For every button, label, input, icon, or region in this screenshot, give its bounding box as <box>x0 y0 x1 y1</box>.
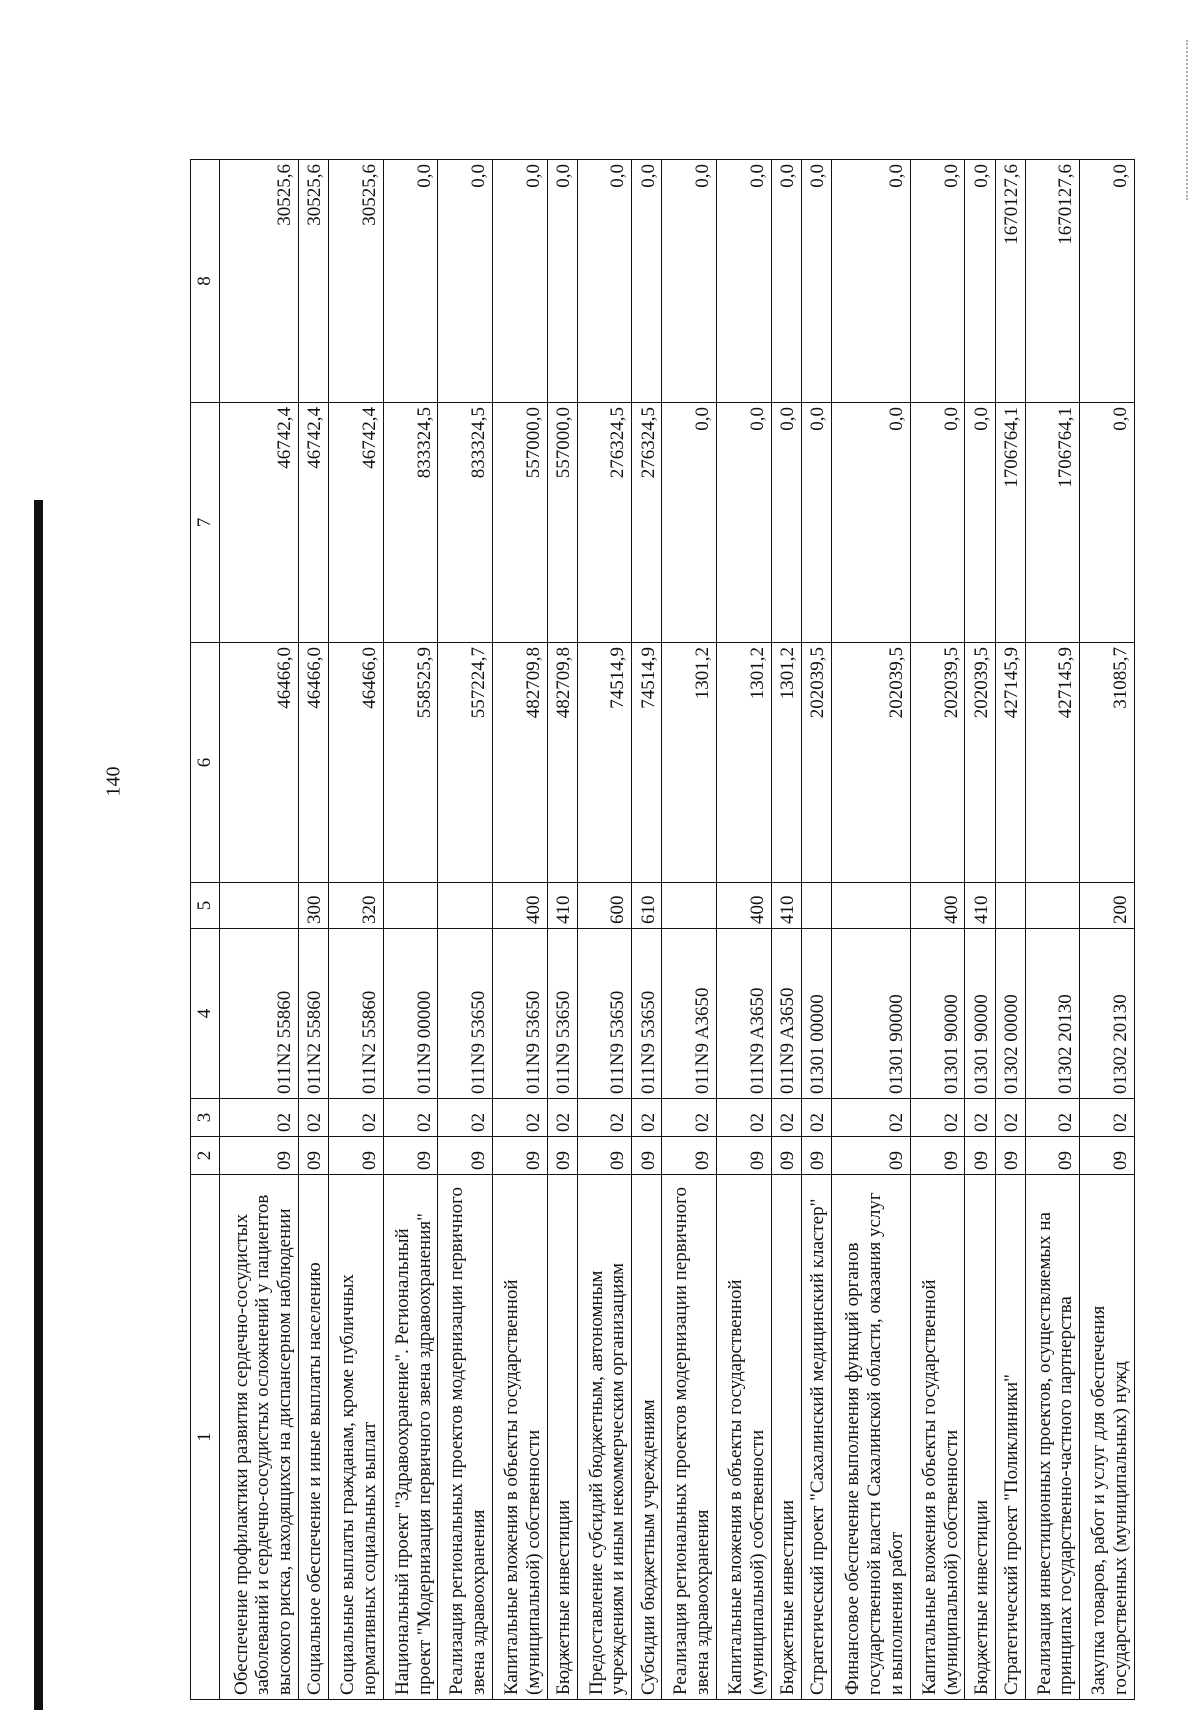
table-cell-c4: 01302 00000 <box>995 929 1025 1099</box>
table-cell-c8: 30525,6 <box>329 160 384 403</box>
table-cell-c2: 09 <box>771 1137 801 1175</box>
table-cell-c5 <box>1025 883 1080 929</box>
table-cell-c6: 1301,2 <box>716 643 771 883</box>
table-cell-c4: 011N2 55860 <box>329 929 384 1099</box>
table-cell-c2: 09 <box>547 1137 577 1175</box>
table-cell-c6: 557224,7 <box>438 643 493 883</box>
col-header: 2 <box>191 1137 220 1175</box>
table-cell-name: Реализация инвестиционных проектов, осуществляемых на принципах государственно-частного партнерства <box>1025 1175 1080 1700</box>
table-cell-c2: 09 <box>492 1137 547 1175</box>
table-cell-c2: 09 <box>632 1137 662 1175</box>
table-cell-c5 <box>383 883 438 929</box>
table-cell-name: Субсидии бюджетным учреждениям <box>632 1175 662 1700</box>
col-header: 3 <box>191 1099 220 1137</box>
table-cell-c2: 09 <box>910 1137 965 1175</box>
table-cell-c7: 46742,4 <box>299 403 329 643</box>
table-cell-c6: 202039,5 <box>801 643 831 883</box>
table-cell-c5 <box>831 883 910 929</box>
table-cell-c8: 1670127,6 <box>1025 160 1080 403</box>
table-cell-c8: 0,0 <box>383 160 438 403</box>
table-cell-c7: 276324,5 <box>632 403 662 643</box>
table-cell-name: Национальный проект "Здравоохранение". Региональный проект "Модернизация первичного звена здравоохранения" <box>383 1175 438 1700</box>
scan-margin-bar <box>34 500 43 1710</box>
col-header: 4 <box>191 929 220 1099</box>
table-cell-c4: 01301 90000 <box>965 929 995 1099</box>
table-cell-name: Закупка товаров, работ и услуг для обеспечения государственных (муниципальных) нужд <box>1080 1175 1135 1700</box>
table-cell-c3: 02 <box>662 1099 717 1137</box>
table-cell-c4: 011N2 55860 <box>220 929 299 1099</box>
table-cell-c2: 09 <box>716 1137 771 1175</box>
table-cell-c3: 02 <box>1080 1099 1135 1137</box>
col-header: 7 <box>191 403 220 643</box>
table-cell-c3: 02 <box>383 1099 438 1137</box>
table-cell-c5 <box>801 883 831 929</box>
table-cell-c8: 0,0 <box>831 160 910 403</box>
table-cell-c4: 01301 90000 <box>910 929 965 1099</box>
table-cell-c8: 0,0 <box>801 160 831 403</box>
table-cell-c7: 833324,5 <box>383 403 438 643</box>
table-row <box>577 160 632 1700</box>
col-header: 1 <box>191 1175 220 1700</box>
table-cell-c4: 011N2 55860 <box>299 929 329 1099</box>
table-cell-c6: 558525,9 <box>383 643 438 883</box>
table-cell-c5: 400 <box>492 883 547 929</box>
table-cell-c6: 1301,2 <box>662 643 717 883</box>
table-cell-c4: 01301 90000 <box>831 929 910 1099</box>
table-cell-c7: 0,0 <box>831 403 910 643</box>
table-row <box>632 160 662 1700</box>
table-cell-c6: 482709,8 <box>492 643 547 883</box>
table-cell-c8: 0,0 <box>1080 160 1135 403</box>
table-cell-c8: 30525,6 <box>299 160 329 403</box>
table-cell-c4: 01301 00000 <box>801 929 831 1099</box>
table-cell-c8: 0,0 <box>492 160 547 403</box>
table-row <box>438 160 493 1700</box>
table-row <box>492 160 547 1700</box>
table-cell-c2: 09 <box>577 1137 632 1175</box>
table-cell-c5: 410 <box>771 883 801 929</box>
table-cell-name: Бюджетные инвестиции <box>547 1175 577 1700</box>
table-row <box>1025 160 1080 1700</box>
header-row <box>191 160 220 1700</box>
table-cell-c5: 400 <box>910 883 965 929</box>
table-cell-c3: 02 <box>995 1099 1025 1137</box>
scan-artifact <box>1186 40 1192 200</box>
table-cell-c3: 02 <box>801 1099 831 1137</box>
table-cell-c3: 02 <box>220 1099 299 1137</box>
table-cell-c5: 320 <box>329 883 384 929</box>
table-cell-c3: 02 <box>831 1099 910 1137</box>
table-cell-c3: 02 <box>329 1099 384 1137</box>
table-cell-name: Бюджетные инвестиции <box>771 1175 801 1700</box>
table-cell-c2: 09 <box>831 1137 910 1175</box>
table-cell-c4: 011N9 53650 <box>577 929 632 1099</box>
table-cell-c7: 0,0 <box>910 403 965 643</box>
table-cell-c8: 0,0 <box>547 160 577 403</box>
table-cell-c6: 482709,8 <box>547 643 577 883</box>
budget-table <box>190 159 1135 1700</box>
table-cell-c8: 0,0 <box>716 160 771 403</box>
table-cell-c8: 0,0 <box>910 160 965 403</box>
table-cell-c7: 0,0 <box>965 403 995 643</box>
table-cell-c2: 09 <box>299 1137 329 1175</box>
table-cell-c4: 011N9 53650 <box>492 929 547 1099</box>
page-number: 140 <box>102 766 125 797</box>
table-cell-c6: 46466,0 <box>299 643 329 883</box>
table-cell-c4: 01302 20130 <box>1080 929 1135 1099</box>
table-cell-name: Капитальные вложения в объекты государственной (муниципальной) собственности <box>716 1175 771 1700</box>
table-cell-c7: 833324,5 <box>438 403 493 643</box>
table-cell-c4: 011N9 53650 <box>438 929 493 1099</box>
table-cell-c3: 02 <box>1025 1099 1080 1137</box>
table-cell-c4: 01302 20130 <box>1025 929 1080 1099</box>
table-cell-c7: 46742,4 <box>220 403 299 643</box>
table-cell-c3: 02 <box>577 1099 632 1137</box>
table-cell-c7: 0,0 <box>801 403 831 643</box>
table-cell-c7: 0,0 <box>716 403 771 643</box>
table-cell-c5 <box>995 883 1025 929</box>
table-cell-name: Стратегический проект "Сахалинский медицинский кластер" <box>801 1175 831 1700</box>
table-cell-c7: 0,0 <box>771 403 801 643</box>
table-cell-c5 <box>662 883 717 929</box>
table-cell-c7: 0,0 <box>662 403 717 643</box>
table-cell-name: Социальные выплаты гражданам, кроме публичных нормативных социальных выплат <box>329 1175 384 1700</box>
table-cell-c4: 011N9 00000 <box>383 929 438 1099</box>
table-cell-c2: 09 <box>220 1137 299 1175</box>
table-cell-name: Обеспечение профилактики развития сердечно-сосудистых заболеваний и сердечно-сосудистых осложнений у пациентов высокого риска, находящихся на диспансерном наблюдении <box>220 1175 299 1700</box>
table-cell-name: Капитальные вложения в объекты государственной (муниципальной) собственности <box>910 1175 965 1700</box>
table-row <box>995 160 1025 1700</box>
table-cell-c5 <box>438 883 493 929</box>
table-cell-name: Капитальные вложения в объекты государственной (муниципальной) собственности <box>492 1175 547 1700</box>
table-row <box>662 160 717 1700</box>
col-header: 8 <box>191 160 220 403</box>
table-cell-c2: 09 <box>438 1137 493 1175</box>
table-cell-c8: 0,0 <box>771 160 801 403</box>
table-cell-c6: 202039,5 <box>831 643 910 883</box>
table-cell-c4: 011N9 A3650 <box>716 929 771 1099</box>
table-row <box>771 160 801 1700</box>
table-cell-c7: 46742,4 <box>329 403 384 643</box>
table-cell-c7: 0,0 <box>1080 403 1135 643</box>
table-row <box>831 160 910 1700</box>
table-cell-c2: 09 <box>662 1137 717 1175</box>
table-cell-c8: 30525,6 <box>220 160 299 403</box>
table-cell-c2: 09 <box>1080 1137 1135 1175</box>
table-cell-c2: 09 <box>1025 1137 1080 1175</box>
table-cell-name: Финансовое обеспечение выполнения функций органов государственной власти Сахалинской области, оказания услуг и выполнения работ <box>831 1175 910 1700</box>
table-cell-name: Социальное обеспечение и иные выплаты населению <box>299 1175 329 1700</box>
table-cell-c6: 202039,5 <box>910 643 965 883</box>
table-cell-c7: 276324,5 <box>577 403 632 643</box>
table-cell-c3: 02 <box>965 1099 995 1137</box>
table-cell-c4: 011N9 53650 <box>547 929 577 1099</box>
table-cell-c8: 0,0 <box>577 160 632 403</box>
table-cell-c2: 09 <box>383 1137 438 1175</box>
table-cell-c6: 202039,5 <box>965 643 995 883</box>
table-cell-name: Реализация региональных проектов модернизации первичного звена здравоохранения <box>438 1175 493 1700</box>
table-cell-c7: 557000,0 <box>492 403 547 643</box>
table-cell-c5 <box>220 883 299 929</box>
table-cell-c2: 09 <box>965 1137 995 1175</box>
table-cell-c3: 02 <box>492 1099 547 1137</box>
table-cell-c4: 011N9 53650 <box>632 929 662 1099</box>
table-cell-c6: 427145,9 <box>995 643 1025 883</box>
table-row <box>965 160 995 1700</box>
table-row <box>716 160 771 1700</box>
table-cell-c6: 31085,7 <box>1080 643 1135 883</box>
table-cell-c3: 02 <box>299 1099 329 1137</box>
table-cell-c5: 300 <box>299 883 329 929</box>
table-cell-c6: 74514,9 <box>632 643 662 883</box>
table-cell-c6: 1301,2 <box>771 643 801 883</box>
table-cell-c7: 1706764,1 <box>995 403 1025 643</box>
table-cell-name: Бюджетные инвестиции <box>965 1175 995 1700</box>
table-cell-c4: 011N9 A3650 <box>771 929 801 1099</box>
table-cell-c6: 46466,0 <box>220 643 299 883</box>
table-cell-c3: 02 <box>771 1099 801 1137</box>
table-row <box>329 160 384 1700</box>
table-cell-c2: 09 <box>329 1137 384 1175</box>
budget-table-rotated <box>190 160 1135 1700</box>
table-cell-c6: 427145,9 <box>1025 643 1080 883</box>
table-cell-c8: 0,0 <box>438 160 493 403</box>
table-row <box>801 160 831 1700</box>
table-row <box>383 160 438 1700</box>
table-cell-c5: 410 <box>965 883 995 929</box>
table-cell-c5: 400 <box>716 883 771 929</box>
table-row <box>299 160 329 1700</box>
table-cell-c5: 610 <box>632 883 662 929</box>
table-cell-c7: 557000,0 <box>547 403 577 643</box>
table-cell-c8: 0,0 <box>662 160 717 403</box>
table-row <box>1080 160 1135 1700</box>
table-cell-c3: 02 <box>438 1099 493 1137</box>
table-cell-name: Реализация региональных проектов модернизации первичного звена здравоохранения <box>662 1175 717 1700</box>
table-cell-c5: 600 <box>577 883 632 929</box>
table-cell-c6: 74514,9 <box>577 643 632 883</box>
table-cell-c6: 46466,0 <box>329 643 384 883</box>
table-cell-c8: 0,0 <box>632 160 662 403</box>
col-header: 5 <box>191 883 220 929</box>
table-cell-name: Предоставление субсидий бюджетным, автономным учреждениям и иным некоммерческим организациям <box>577 1175 632 1700</box>
table-cell-c3: 02 <box>547 1099 577 1137</box>
table-cell-c8: 1670127,6 <box>995 160 1025 403</box>
table-cell-c7: 1706764,1 <box>1025 403 1080 643</box>
table-row <box>910 160 965 1700</box>
table-cell-name: Стратегический проект "Поликлиники" <box>995 1175 1025 1700</box>
table-cell-c5: 410 <box>547 883 577 929</box>
table-cell-c2: 09 <box>995 1137 1025 1175</box>
table-row <box>220 160 299 1700</box>
table-cell-c3: 02 <box>716 1099 771 1137</box>
table-cell-c4: 011N9 A3650 <box>662 929 717 1099</box>
table-cell-c8: 0,0 <box>965 160 995 403</box>
table-cell-c5: 200 <box>1080 883 1135 929</box>
table-cell-c3: 02 <box>910 1099 965 1137</box>
table-cell-c2: 09 <box>801 1137 831 1175</box>
table-cell-c3: 02 <box>632 1099 662 1137</box>
table-row <box>547 160 577 1700</box>
col-header: 6 <box>191 643 220 883</box>
